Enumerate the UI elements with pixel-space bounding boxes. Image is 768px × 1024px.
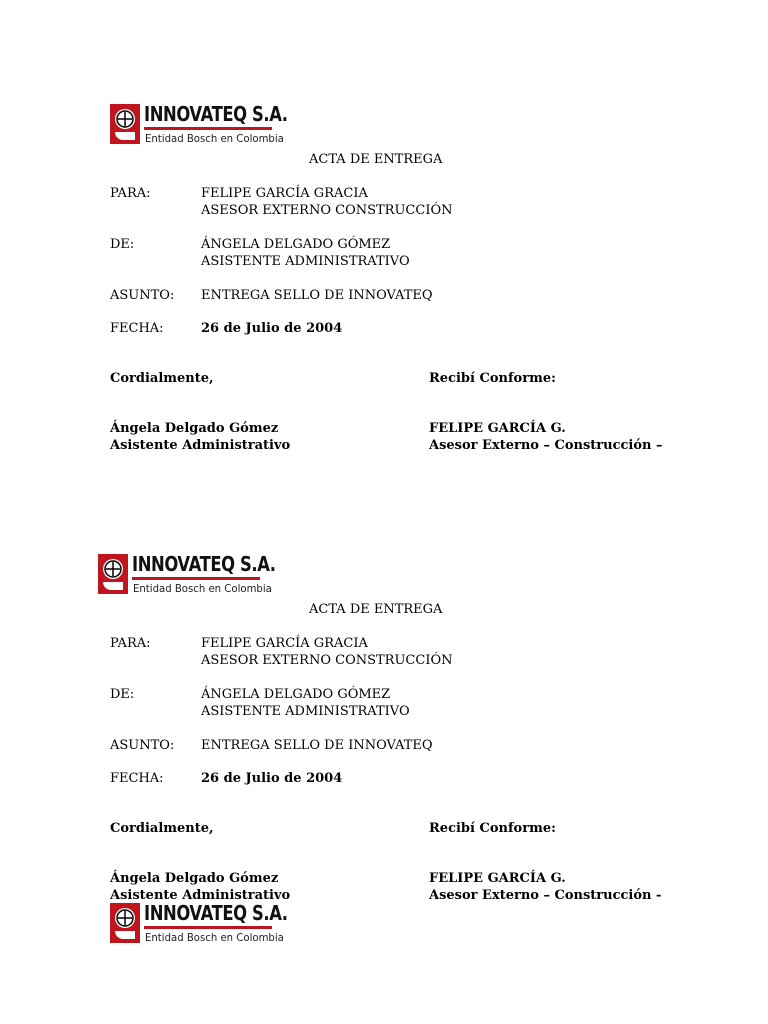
receiver-name: FELIPE GARCÍA G. — [429, 871, 566, 886]
para-name: FELIPE GARCÍA GRACIA — [201, 186, 368, 201]
logo-name: INNOVATEQ S.A. — [144, 901, 288, 925]
de-name: ÁNGELA DELGADO GÓMEZ — [201, 687, 391, 702]
para-position: ASESOR EXTERNO CONSTRUCCIÓN — [201, 203, 453, 218]
company-logo — [98, 552, 276, 598]
company-logo — [110, 102, 288, 148]
de-label: DE: — [110, 687, 135, 702]
company-logo — [110, 901, 288, 947]
acta-title: ACTA DE ENTREGA — [309, 152, 443, 167]
bosch-logo-icon — [110, 903, 140, 943]
closing: Cordialmente, — [110, 821, 214, 836]
de-position: ASISTENTE ADMINISTRATIVO — [201, 254, 410, 269]
para-label: PARA: — [110, 186, 151, 201]
sender-name: Ángela Delgado Gómez — [110, 421, 279, 436]
fecha-value: 26 de Julio de 2004 — [201, 771, 343, 786]
asunto-value: ENTREGA SELLO DE INNOVATEQ — [201, 738, 433, 753]
bosch-logo-icon — [98, 554, 128, 594]
de-position: ASISTENTE ADMINISTRATIVO — [201, 704, 410, 719]
fecha-label: FECHA: — [110, 771, 164, 786]
de-label: DE: — [110, 237, 135, 252]
logo-tagline: Entidad Bosch en Colombia — [145, 132, 284, 145]
acta-title: ACTA DE ENTREGA — [309, 602, 443, 617]
asunto-value: ENTREGA SELLO DE INNOVATEQ — [201, 288, 433, 303]
para-position: ASESOR EXTERNO CONSTRUCCIÓN — [201, 653, 453, 668]
logo-bar — [132, 577, 260, 580]
para-label: PARA: — [110, 636, 151, 651]
fecha-value: 26 de Julio de 2004 — [201, 321, 343, 336]
receiver-title: Asesor Externo – Construcción – — [429, 438, 663, 453]
logo-tagline: Entidad Bosch en Colombia — [145, 931, 284, 944]
asunto-label: ASUNTO: — [110, 288, 175, 303]
logo-name: INNOVATEQ S.A. — [144, 102, 288, 126]
asunto-label: ASUNTO: — [110, 738, 175, 753]
logo-tagline: Entidad Bosch en Colombia — [133, 582, 272, 595]
fecha-label: FECHA: — [110, 321, 164, 336]
logo-name: INNOVATEQ S.A. — [132, 552, 276, 576]
received-label: Recibí Conforme: — [429, 821, 556, 836]
sender-title: Asistente Administrativo — [110, 888, 291, 903]
logo-bar — [144, 127, 272, 130]
bosch-logo-icon — [110, 104, 140, 144]
logo-bar — [144, 926, 272, 929]
receiver-name: FELIPE GARCÍA G. — [429, 421, 566, 436]
receiver-title: Asesor Externo – Construcción - — [429, 888, 662, 903]
para-name: FELIPE GARCÍA GRACIA — [201, 636, 368, 651]
de-name: ÁNGELA DELGADO GÓMEZ — [201, 237, 391, 252]
sender-title: Asistente Administrativo — [110, 438, 291, 453]
received-label: Recibí Conforme: — [429, 371, 556, 386]
sender-name: Ángela Delgado Gómez — [110, 871, 279, 886]
closing: Cordialmente, — [110, 371, 214, 386]
